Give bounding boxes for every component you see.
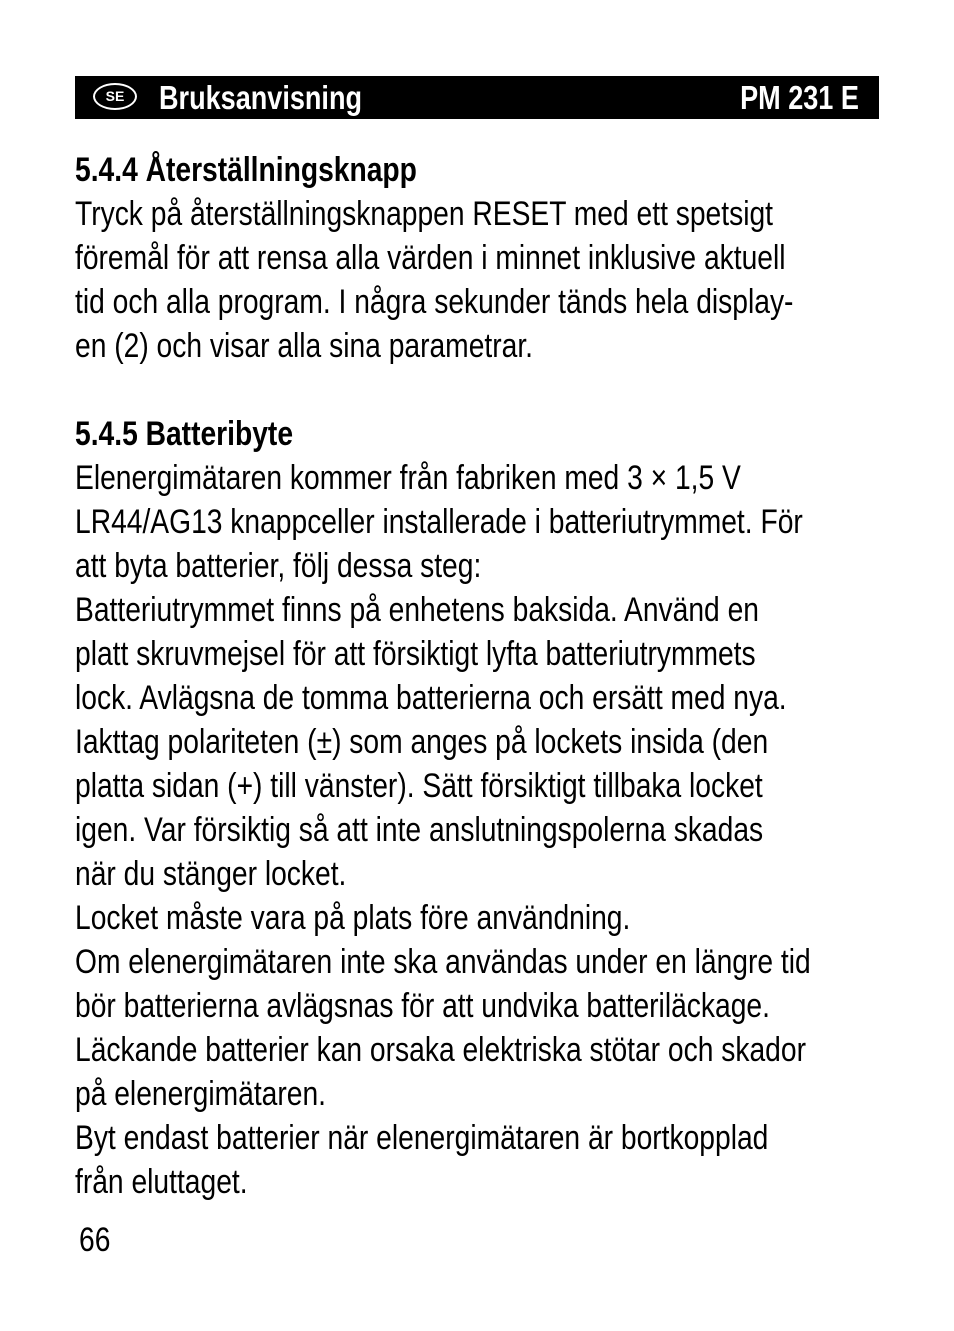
paragraph-line: på elenergimätaren.	[75, 1075, 327, 1113]
paragraph-line: föremål för att rensa alla värden i minnet inklusive aktuell	[75, 239, 786, 277]
paragraph-line: att byta batterier, följ dessa steg:	[75, 547, 482, 585]
header-title: Bruksanvisning	[159, 79, 363, 116]
header-bar	[75, 76, 879, 119]
paragraph-line: Byt endast batterier när elenergimätaren är bortkopplad	[75, 1119, 769, 1157]
page-number: 66	[79, 1221, 111, 1259]
paragraph-line: lock. Avlägsna de tomma batterierna och ersätt med nya.	[75, 679, 787, 717]
document-body	[75, 148, 885, 1204]
paragraph-line: tid och alla program. I några sekunder tänds hela display-	[75, 283, 794, 321]
header-model: PM 231 E	[740, 79, 859, 116]
paragraph-line: Om elenergimätaren inte ska användas under en längre tid	[75, 943, 811, 981]
paragraph-line: en (2) och visar alla sina parametrar.	[75, 327, 534, 365]
paragraph-line: platta sidan (+) till vänster). Sätt försiktigt tillbaka locket	[75, 767, 763, 805]
paragraph-line: Läckande batterier kan orsaka elektriska stötar och skador	[75, 1031, 806, 1069]
section-reset-paragraph	[75, 192, 885, 368]
paragraph-line: Iakttag polariteten (±) som anges på lockets insida (den	[75, 723, 769, 761]
section-battery-paragraph	[75, 456, 885, 1204]
paragraph-line: bör batterierna avlägsnas för att undvika batteriläckage.	[75, 987, 770, 1025]
section-spacer	[75, 368, 885, 412]
paragraph-line: Elenergimätaren kommer från fabriken med 3 × 1,5 V	[75, 459, 741, 497]
paragraph-line: Tryck på återställningsknappen RESET med ett spetsigt	[75, 195, 774, 233]
section-heading-battery: 5.4.5 Batteribyte	[75, 415, 294, 453]
paragraph-line: igen. Var försiktig så att inte anslutningspolerna skadas	[75, 811, 764, 849]
paragraph-line: Batteriutrymmet finns på enhetens baksida. Använd en	[75, 591, 759, 629]
paragraph-line: från eluttaget.	[75, 1163, 248, 1201]
language-badge: SE	[93, 83, 137, 110]
paragraph-line: LR44/AG13 knappceller installerade i batteriutrymmet. För	[75, 503, 803, 541]
section-heading-reset: 5.4.4 Återställningsknapp	[75, 151, 417, 189]
paragraph-line: Locket måste vara på plats före användning.	[75, 899, 631, 937]
paragraph-line: när du stänger locket.	[75, 855, 347, 893]
paragraph-line: platt skruvmejsel för att försiktigt lyfta batteriutrymmets	[75, 635, 756, 673]
